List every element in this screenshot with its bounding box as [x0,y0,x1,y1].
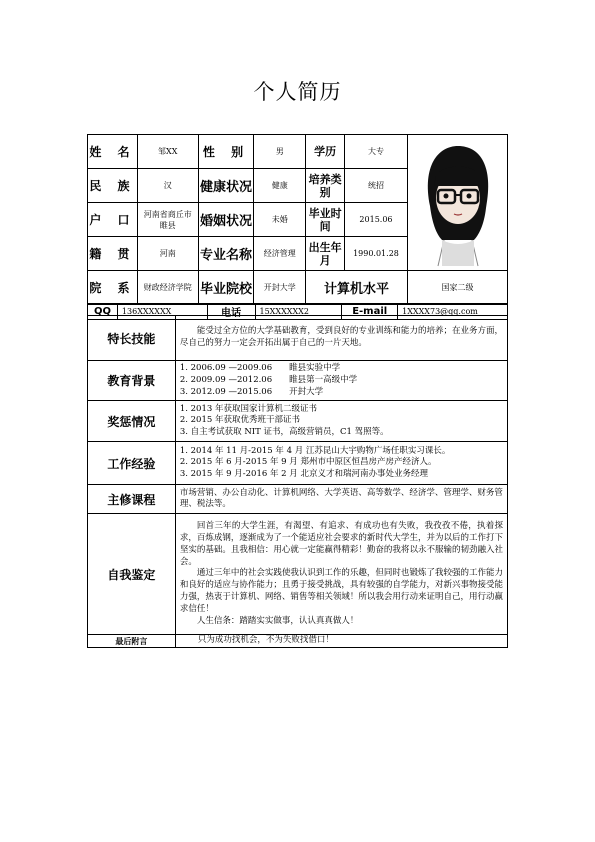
skills-label: 特长技能 [88,316,176,361]
school-value: 开封大学 [254,271,306,305]
motto-text: 只为成功找机会，不为失败找借口！ [197,635,334,646]
education-school: 睢县第一高级中学 [289,374,358,385]
awards-line-1: 1. 2013 年获取国家计算机二级证书 [179,403,317,414]
awards-line-2: 2. 2015 年获取优秀班干部证书 [179,415,300,426]
photo-cell [407,135,507,271]
education-period: 1. 2006.09 —2009.06 [179,363,273,373]
courses-cell [175,485,507,514]
birth-value: 1990.01.28 [345,237,408,271]
self-eval-paragraph-1: 回首三年的大学生涯，有渴望、有追求、有成功也有失败，我孜孜不倦，执着探求，百炼成钢，逐渐成为了一个能适应社会要求的新时代大学生，并为以后的工作打下坚实的基础。且我相信：用心就一定能赢得精彩！勤奋的我将以永不服输的韧劲融入社会。 [179,521,503,567]
grad-time-value: 2015.06 [345,203,408,237]
motto-cell [175,635,507,648]
training-label: 培养类别 [306,169,345,203]
computer-value: 国家二级 [407,271,507,305]
education-cell [175,361,507,401]
phone-value: 15XXXXXX2 [255,304,342,320]
motto-label: 最后附言 [88,635,176,648]
self-eval-paragraph-2: 通过三年中的社会实践使我认识到工作的乐趣，但同时也锻炼了我较强的工作能力和良好的适应与协作能力；且勇于接受挑战，具有较强的自学能力，对新兴事物接受能力强，热衷于计算机、网络、销售等相关领域！所以我会用行动来证明自己，用行动赢求信任！ [179,568,503,614]
marital-value: 未婚 [254,203,306,237]
computer-label: 计算机水平 [306,271,408,305]
residence-value: 河南省商丘市睢县 [137,203,198,237]
basic-info-table [87,134,508,305]
education-period: 3. 2012.09 —2015.06 [179,386,273,397]
education-period: 2. 2009.09 —2012.06 [179,374,273,385]
college-label: 院 系 [88,271,138,305]
awards-line-3: 3. 自主考试获取 NIT 证书，高级营销员，C1 驾照等。 [179,427,389,438]
education-section-label: 教育背景 [88,361,176,401]
ethnicity-label: 民 族 [88,169,138,203]
education-line-1 [180,363,503,375]
work-line-3: 3. 2015 年 9 月-2016 年 2 月 北京义才和瑞河南办事处业务经理 [179,469,428,480]
name-label: 姓 名 [88,135,138,169]
email-label: E-mail [342,304,398,320]
origin-label: 籍 贯 [88,237,138,271]
details-table [87,315,508,648]
self-eval-paragraph-3: 人生信条：踏踏实实做事，认认真真做人！ [196,615,359,626]
major-label: 专业名称 [198,237,254,271]
education-line-2 [180,375,503,387]
training-value: 统招 [345,169,408,203]
marital-label: 婚姻状况 [198,203,254,237]
work-cell [175,442,507,485]
avatar [408,136,506,268]
work-line-1: 1. 2014 年 11 月-2015 年 4 月 江苏昆山大宇购物广场任职实习课长。 [179,445,451,456]
school-label: 毕业院校 [198,271,254,305]
awards-cell [175,401,507,442]
education-school: 睢县实验中学 [289,363,341,373]
courses-label: 主修课程 [88,485,176,514]
education-line-3 [180,387,503,399]
college-value: 财政经济学院 [137,271,198,305]
work-label: 工作经验 [88,442,176,485]
page-title: 个人简历 [253,80,342,104]
email-value: 1XXXX73@qq.com [398,304,508,320]
education-school: 开封大学 [289,386,324,397]
ethnicity-value: 汉 [137,169,198,203]
courses-text: 市场营销、办公自动化、计算机网络、大学英语、高等数学、经济学、管理学、财务管理、税法等。 [179,487,503,510]
qq-label: QQ [88,304,118,320]
work-line-2: 2. 2015 年 6 月-2015 年 9 月 郑州市中原区恒昌房产房产经济人。 [179,457,437,468]
self-eval-cell [175,514,507,635]
education-label: 学历 [306,135,345,169]
phone-label: 电话 [207,304,255,320]
gender-value: 男 [254,135,306,169]
awards-label: 奖惩情况 [88,401,176,442]
health-value: 健康 [254,169,306,203]
education-value: 大专 [345,135,408,169]
health-label: 健康状况 [198,169,254,203]
residence-label: 户 口 [88,203,138,237]
grad-time-label: 毕业时间 [306,203,345,237]
skills-cell [175,316,507,361]
name-value: 邹XX [137,135,198,169]
birth-label: 出生年月 [306,237,345,271]
self-eval-label: 自我鉴定 [88,514,176,635]
major-value: 经济管理 [254,237,306,271]
gender-label: 性 别 [198,135,254,169]
skills-text: 能受过全方位的大学基础教育，受到良好的专业训练和能力的培养；在业务方面，尽自己的努力一定会开拓出属于自己的一片天地。 [179,326,503,348]
qq-value: 136XXXXXX [117,304,207,320]
origin-value: 河南 [137,237,198,271]
